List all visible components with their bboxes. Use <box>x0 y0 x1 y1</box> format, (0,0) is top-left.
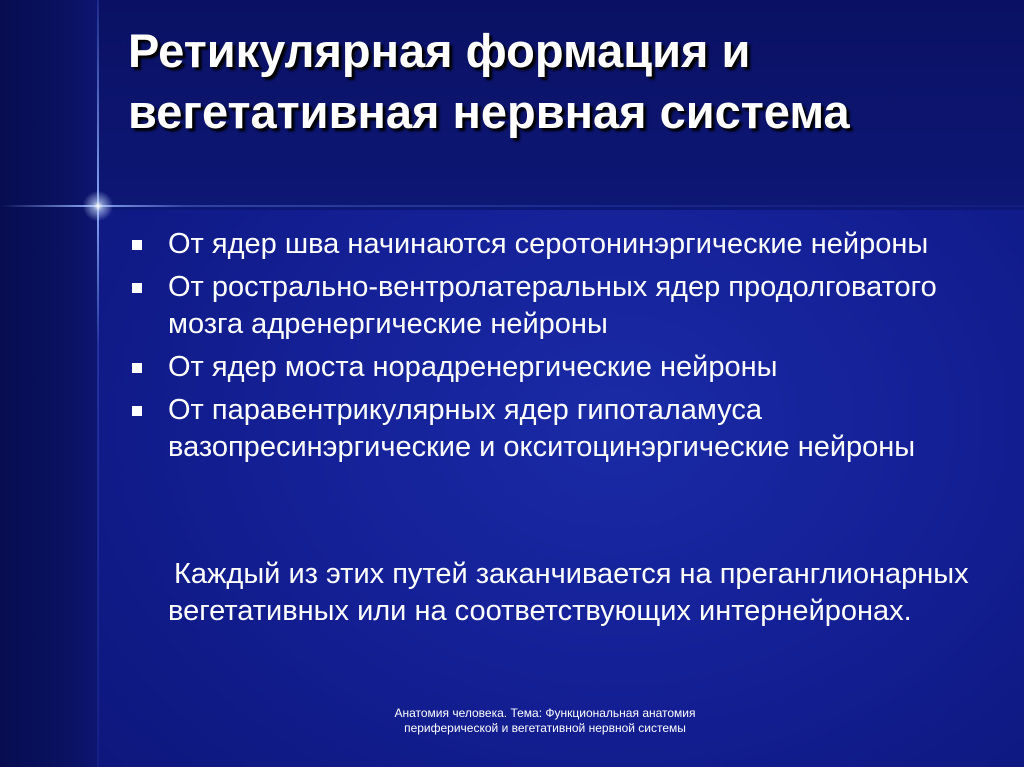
bullet-item <box>130 269 1000 343</box>
horizontal-accent-line <box>0 205 1024 207</box>
slide-footer: Анатомия человека. Тема: Функциональная анатомия периферической и вегетативной нервной системы <box>394 706 696 735</box>
bullet-item <box>130 226 1000 263</box>
bullet-item <box>130 392 1000 466</box>
bullet-text: От рострально-вентролатеральных ядер продолговатого мозга адренергические нейроны <box>168 271 937 340</box>
square-bullet-icon <box>132 240 142 250</box>
bullet-text: От паравентрикулярных ядер гипоталамуса вазопресинэргические и окситоцинэргические нейроны <box>168 394 916 463</box>
sparkle-icon <box>80 188 116 224</box>
bullet-text: От ядер моста норадренергические нейроны <box>168 351 778 383</box>
left-band <box>0 0 98 767</box>
slide-title: Ретикулярная формация и вегетативная нервная система <box>128 24 850 138</box>
closing-paragraph: Каждый из этих путей заканчивается на преганглионарных вегетативных или на соответствующих интернейронах. <box>168 558 969 627</box>
bullet-list <box>130 226 1000 472</box>
square-bullet-icon <box>132 363 142 373</box>
bullet-item <box>130 349 1000 386</box>
bullet-text: От ядер шва начинаются серотонинэргические нейроны <box>168 228 929 260</box>
square-bullet-icon <box>132 406 142 416</box>
square-bullet-icon <box>132 283 142 293</box>
vertical-accent-line <box>97 0 99 767</box>
